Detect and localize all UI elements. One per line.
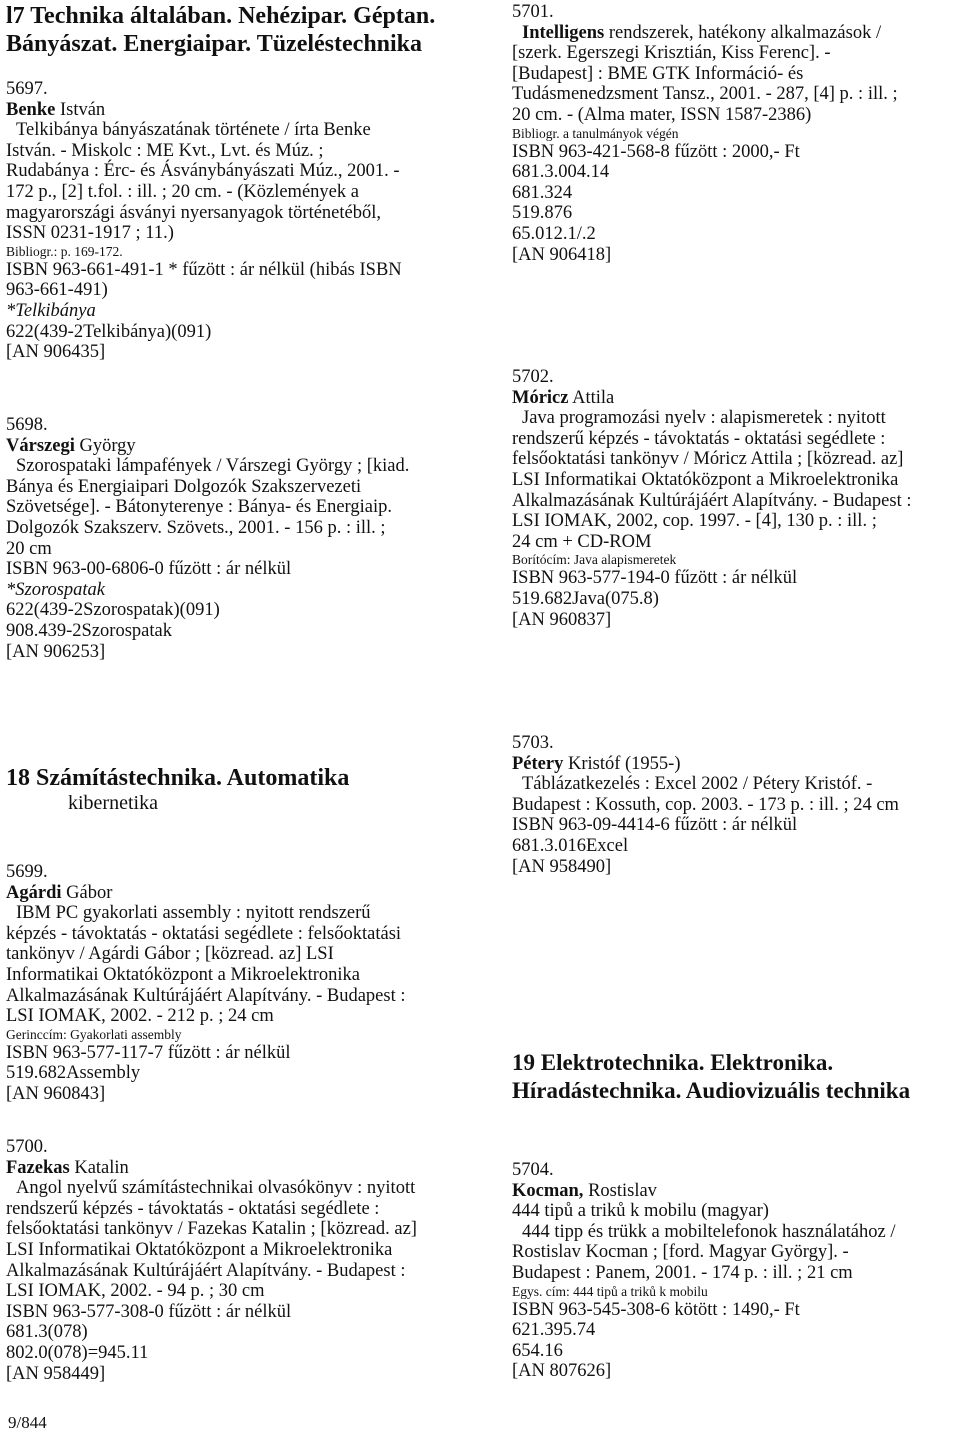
author-forename: Gábor: [61, 882, 113, 903]
author-forename: Katalin: [69, 1157, 129, 1178]
title-line: Budapest : Panem, 2001. - 174 p. : ill. ; 21 cm: [512, 1262, 853, 1283]
isbn-line: ISBN 963-577-194-0 fűzött : ár nélkül: [512, 568, 798, 589]
title-line: István. - Miskolc : ME Kvt., Lvt. és Múz. ;: [6, 140, 324, 161]
author-surname: Kocman,: [512, 1180, 584, 1201]
entry-number: 5697.: [6, 79, 48, 99]
title-line: felsőoktatási tankönyv / Fazekas Katalin ; [közread. az]: [6, 1219, 417, 1240]
title-line: [szerk. Egerszegi Krisztián, Kiss Ferenc]. -: [512, 43, 831, 64]
title-line: 172 p., [2] t.fol. : ill. ; 20 cm. - (Közlemények a: [6, 181, 359, 202]
title-line: Bánya és Energiaipari Dolgozók Szakszervezeti: [6, 476, 362, 497]
author-surname: Agárdi: [6, 882, 62, 903]
subject-heading: *Szorospatak: [6, 579, 106, 600]
classification-line: 519.876: [512, 203, 573, 224]
title-line: Táblázatkezelés : Excel 2002 / Pétery Kristóf. -: [522, 774, 873, 795]
classification-line: 681.3(078): [6, 1322, 88, 1343]
entry-author: [512, 1181, 957, 1202]
page-number: 9/844: [8, 1413, 47, 1432]
section-heading-line: Bányászat. Energiaipar. Tüzeléstechnika: [6, 31, 423, 57]
entry-number: 5700.: [6, 1137, 48, 1157]
title-line: IBM PC gyakorlati assembly : nyitott rendszerű: [16, 903, 371, 924]
entry-author: [6, 436, 476, 457]
accession-number: [AN 906418]: [512, 244, 612, 265]
entry-5701: [512, 2, 957, 265]
title-line: LSI IOMAK, 2002. - 212 p. ; 24 cm: [6, 1006, 274, 1027]
title-line: Alkalmazásának Kultúrájáért Alapítvány. - Budapest :: [512, 490, 912, 511]
author-surname: Benke: [6, 99, 56, 120]
accession-number: [AN 906435]: [6, 342, 106, 363]
classification-line: 681.324: [512, 182, 573, 203]
accession-number: [AN 960843]: [6, 1083, 106, 1104]
subject-heading: *Telkibánya: [6, 300, 96, 321]
title-line: LSI Informatikai Oktatóközpont a Mikroelektronika: [6, 1239, 393, 1260]
classification-line: 802.0(078)=945.11: [6, 1342, 149, 1363]
title-first-word: Intelligens: [522, 22, 605, 43]
title-line: 24 cm + CD-ROM: [512, 531, 652, 552]
title-line: Rudabánya : Érc- és Ásványbányászati Múz., 2001. -: [6, 161, 400, 182]
author-forename: Kristóf (1955-): [563, 753, 681, 774]
entry-5699: [6, 862, 476, 1105]
classification-line: 519.682Assembly: [6, 1063, 141, 1084]
bibliography-note: Bibliogr. a tanulmányok végén: [512, 125, 679, 141]
heading-section-17: [6, 2, 476, 58]
title-line: Tudásmenedzsment Tansz., 2001. - 287, [4] p. : ill. ;: [512, 84, 898, 105]
title-line: [Budapest] : BME GTK Információ- és: [512, 63, 804, 84]
section-heading: 18 Számítástechnika. Automatika: [6, 765, 350, 791]
classification-line: 622(439-2Szorospatak)(091): [6, 600, 220, 621]
title-line: magyarországi ásványi nyersanyagok történetéből,: [6, 202, 382, 223]
classification-line: 519.682Java(075.8): [512, 588, 659, 609]
entry-5700: [6, 1137, 476, 1384]
title-line: LSI IOMAK, 2002. - 94 p. ; 30 cm: [6, 1281, 265, 1302]
isbn-line: ISBN 963-577-117-7 fűzött : ár nélkül: [6, 1042, 291, 1063]
isbn-line: ISBN 963-421-568-8 fűzött : 2000,- Ft: [512, 141, 800, 162]
author-forename: Rostislav: [583, 1180, 657, 1201]
isbn-line: ISBN 963-661-491-1 * fűzött : ár nélkül (hibás ISBN: [6, 259, 402, 280]
entry-5703: [512, 733, 957, 877]
title-line: rendszerű képzés - távoktatás - oktatási segédlete :: [6, 1198, 380, 1219]
entry-author: [512, 754, 957, 775]
title-line: Rostislav Kocman ; [ford. Magyar György]. -: [512, 1242, 849, 1263]
entry-5702: [512, 367, 957, 630]
author-forename: Attila: [568, 387, 615, 408]
author-surname: Pétery: [512, 753, 564, 774]
entry-number: 5704.: [512, 1160, 554, 1180]
author-forename: István: [55, 99, 106, 120]
accession-number: [AN 958449]: [6, 1363, 106, 1384]
uniform-title-note: Egys. cím: 444 tipů a triků k mobilu: [512, 1283, 708, 1299]
isbn-line: ISBN 963-577-308-0 fűzött : ár nélkül: [6, 1301, 292, 1322]
title-line: Alkalmazásának Kultúrájáért Alapítvány. - Budapest :: [6, 985, 406, 1006]
title-rest: rendszerek, hatékony alkalmazások /: [604, 22, 882, 43]
classification-line: 681.3.004.14: [512, 162, 610, 183]
title-line: Java programozási nyelv : alapismeretek : nyitott: [522, 408, 886, 429]
title-line: Angol nyelvű számítástechnikai olvasókönyv : nyitott: [16, 1178, 416, 1199]
bibliography-note: Bibliogr.: p. 169-172.: [6, 243, 123, 259]
section-heading-line: 19 Elektrotechnika. Elektronika.: [512, 1050, 834, 1075]
section-heading-line: l7 Technika általában. Nehézipar. Géptan.: [6, 3, 436, 29]
title-line: ISSN 0231-1917 ; 11.): [6, 223, 174, 244]
classification-line: 681.3.016Excel: [512, 835, 629, 856]
isbn-line: ISBN 963-545-308-6 kötött : 1490,- Ft: [512, 1299, 800, 1320]
section-subheading: kibernetika: [68, 792, 158, 814]
title-line: LSI IOMAK, 2002, cop. 1997. - [4], 130 p. : ill. ;: [512, 511, 877, 532]
entry-author: [512, 388, 957, 409]
entry-5697: [6, 79, 476, 363]
entry-number: 5703.: [512, 733, 554, 753]
title-line: 444 tipp és trükk a mobiltelefonok használatához /: [522, 1221, 896, 1242]
isbn-line: 963-661-491): [6, 280, 108, 301]
entry-5704: [512, 1160, 957, 1382]
classification-line: 654.16: [512, 1340, 563, 1361]
classification-line: 621.395.74: [512, 1320, 596, 1341]
title-line: Alkalmazásának Kultúrájáért Alapítvány. - Budapest :: [6, 1260, 406, 1281]
accession-number: [AN 960837]: [512, 609, 612, 630]
title-line: tankönyv / Agárdi Gábor ; [közread. az] LSI: [6, 944, 334, 965]
entry-number: 5698.: [6, 415, 48, 435]
entry-author: [6, 1158, 476, 1179]
cover-title-note: Borítócím: Java alapismeretek: [512, 552, 677, 568]
title-line: képzés - távoktatás - oktatási segédlete : felsőoktatási: [6, 923, 402, 944]
classification-line: 622(439-2Telkibánya)(091): [6, 321, 212, 342]
title-line: Informatikai Oktatóközpont a Mikroelektronika: [6, 964, 360, 985]
author-surname: Várszegi: [6, 435, 75, 456]
entry-author: [6, 100, 476, 121]
title-line: Szövetsége]. - Bátonyterenye : Bánya- és Energiaip.: [6, 497, 392, 518]
entry-author: [6, 883, 476, 904]
accession-number: [AN 906253]: [6, 641, 106, 662]
entry-number: 5701.: [512, 2, 554, 22]
title-line: Dolgozók Szakszerv. Szövets., 2001. - 156 p. : ill. ;: [6, 517, 386, 538]
spine-title-note: Gerinccím: Gyakorlati assembly: [6, 1026, 182, 1042]
title-line: 20 cm: [6, 538, 52, 559]
entry-number: 5702.: [512, 367, 554, 387]
title-line: Budapest : Kossuth, cop. 2003. - 173 p. : ill. ; 24 cm: [512, 794, 899, 815]
title-line: Telkibánya bányászatának története / írta Benke: [16, 120, 371, 141]
section-heading-line: Híradástechnika. Audiovizuális technika: [512, 1078, 911, 1103]
title-line: LSI Informatikai Oktatóközpont a Mikroelektronika: [512, 469, 899, 490]
classification-line: 908.439-2Szorospatak: [6, 620, 172, 641]
title-line: 20 cm. - (Alma mater, ISSN 1587-2386): [512, 104, 812, 125]
title-line: felsőoktatási tankönyv / Móricz Attila ; [közread. az]: [512, 449, 904, 470]
isbn-line: ISBN 963-00-6806-0 fűzött : ár nélkül: [6, 559, 292, 580]
accession-number: [AN 807626]: [512, 1361, 612, 1382]
title-line: [512, 23, 957, 44]
heading-section-19: [512, 1049, 957, 1105]
uniform-title: 444 tipů a triků k mobilu (magyar): [512, 1201, 769, 1222]
entry-number: 5699.: [6, 862, 48, 882]
author-surname: Fazekas: [6, 1157, 70, 1178]
author-surname: Móricz: [512, 387, 569, 408]
title-line: rendszerű képzés - távoktatás - oktatási segédlete :: [512, 428, 886, 449]
title-line: Szorospataki lámpafények / Várszegi György ; [kiad.: [16, 456, 410, 477]
classification-line: 65.012.1/.2: [512, 223, 596, 244]
accession-number: [AN 958490]: [512, 856, 612, 877]
entry-5698: [6, 415, 476, 662]
isbn-line: ISBN 963-09-4414-6 fűzött : ár nélkül: [512, 815, 798, 836]
heading-section-18: [6, 764, 476, 814]
author-forename: György: [74, 435, 136, 456]
